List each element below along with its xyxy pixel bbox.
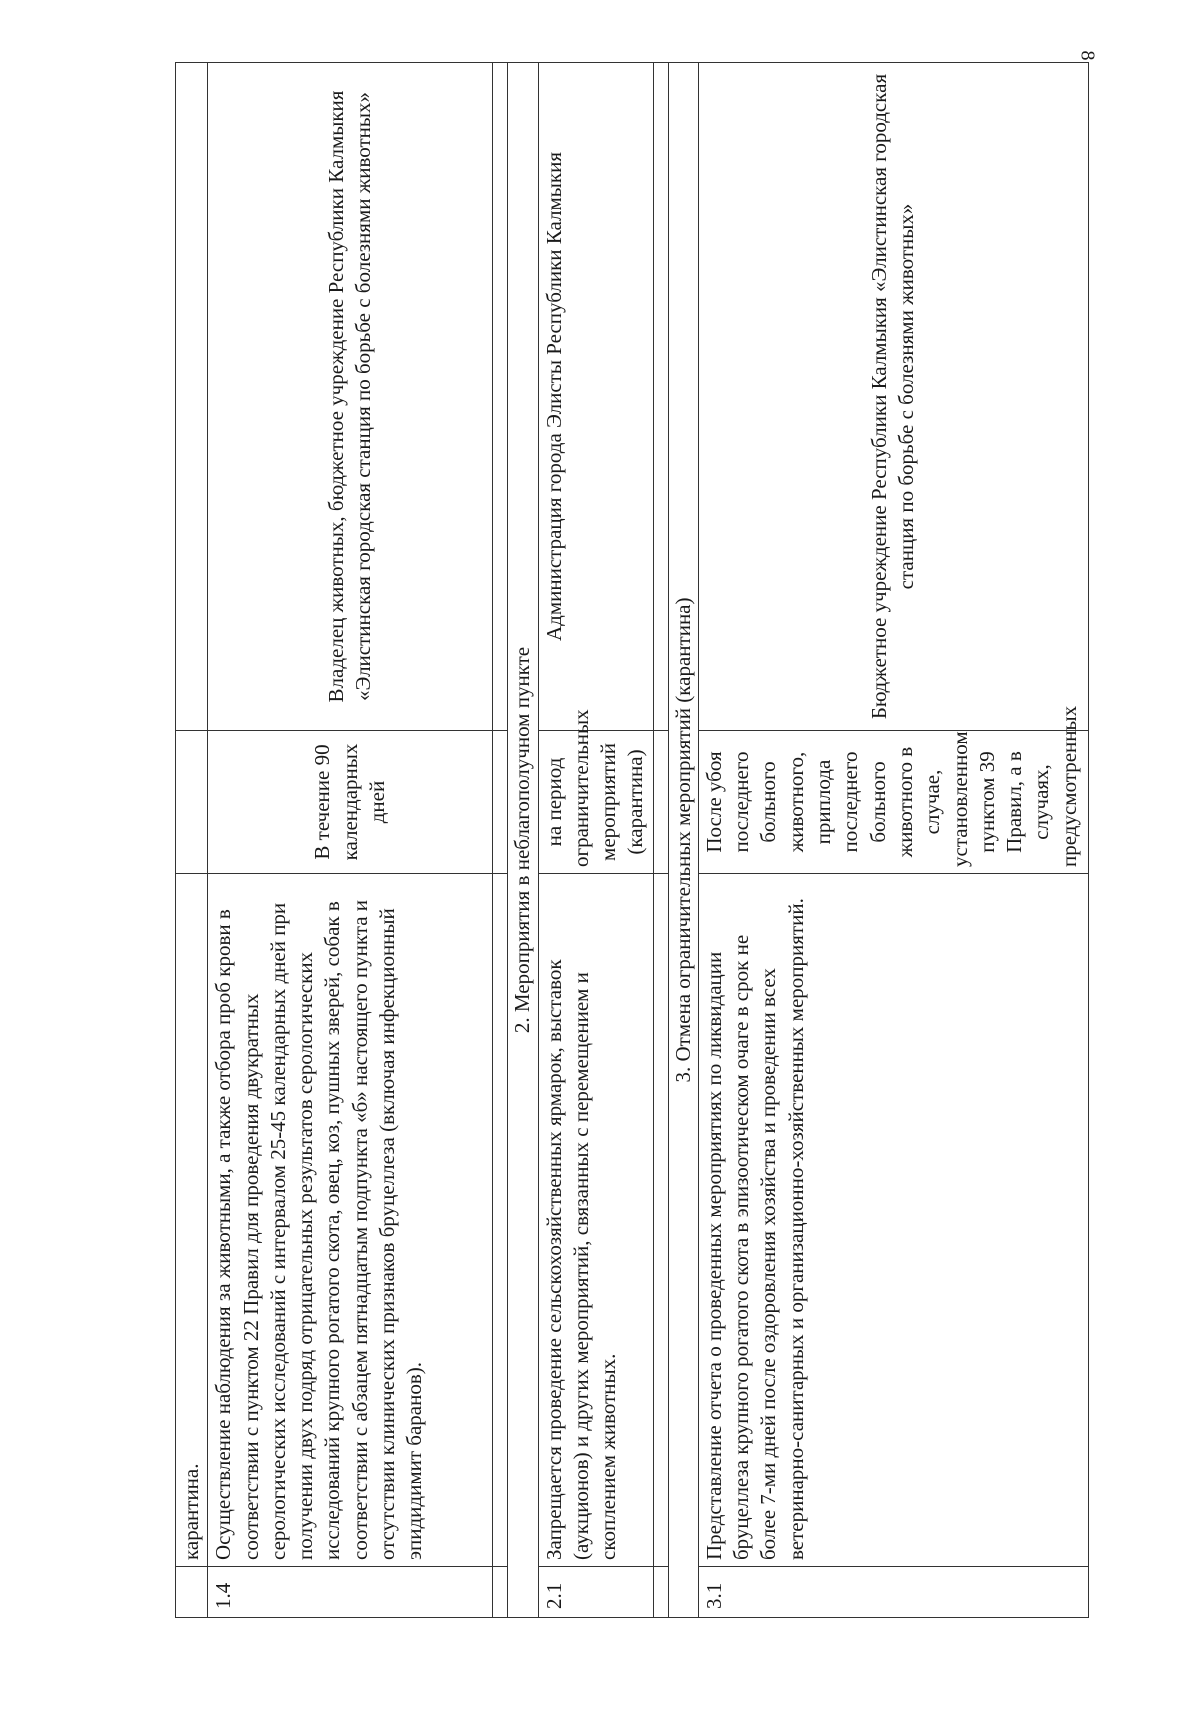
table-row: [538, 63, 653, 1618]
responsible-cell: Владелец животных, бюджетное учреждение Республики Калмыкия «Элистинская городская станция по борьбе с болезнями животных»: [208, 63, 493, 731]
row-number: 1.4: [208, 1567, 493, 1618]
responsible-cell: [176, 63, 208, 731]
section-3-title: 3. Отмена ограничительных мероприятий (карантина): [668, 63, 698, 1618]
row-number: 3.1: [698, 1567, 1088, 1618]
event-cell: Представление отчета о проведенных мероприятиях по ликвидации бруцеллеза крупного рогатого скота в эпизоотическом очаге в срок не более 7-ми дней после оздоровления хозяйства и проведении всех ветеринарно-санитарных и организационно-хозяйственных мероприятий.: [698, 874, 1088, 1567]
term-cell: После убоя последнего больного животного, приплода последнего больного животного в случае, установленном пунктом 39 Правил, а в случаях, предусмотренных: [698, 731, 1088, 874]
term-cell: [176, 731, 208, 874]
responsible-cell: Бюджетное учреждение Республики Калмыкия «Элистинская городская станция по борьбе с болезнями животных»: [698, 63, 1088, 731]
event-cell: карантина.: [176, 874, 208, 1567]
rotated-table-frame: [175, 62, 1085, 1618]
section-2-title: 2. Мероприятия в неблагополучном пункте: [508, 63, 538, 1618]
term-cell: В течение 90 календарных дней: [208, 731, 493, 874]
table-row: [208, 63, 493, 1618]
table-row: [653, 63, 668, 1618]
row-number: [176, 1567, 208, 1618]
table-row: [176, 63, 208, 1618]
table-row: [493, 63, 508, 1618]
responsible-cell: Администрация города Элисты Республики Калмыкия: [538, 63, 653, 731]
section-header-row: [508, 63, 538, 1618]
section-header-row: [668, 63, 698, 1618]
measures-table: [175, 62, 1089, 1618]
page-number: 8: [1076, 50, 1099, 61]
event-cell: Осуществление наблюдения за животными, а также отбора проб крови в соответствии с пунктом 22 Правил для проведения двукратных серологических исследований с интервалом 25-45 календарных дней при получении двух подряд отрицательных результатов серологических исследований крупного рогатого скота, овец, коз, пушных зверей, собак в соответствии с абзацем пятнадцатым подпункта «б» настоящего пункта и отсутствии клинических признаков бруцеллеза (включая инфекционный эпидидимит баранов).: [208, 874, 493, 1567]
row-number: 2.1: [538, 1567, 653, 1618]
table-row: [698, 63, 1088, 1618]
event-cell: Запрещается проведение сельскохозяйственных ярмарок, выставок (аукционов) и других мероприятий, связанных с перемещением и скоплением животных.: [538, 874, 653, 1567]
term-cell: на период ограничительных мероприятий (карантина): [538, 731, 653, 874]
